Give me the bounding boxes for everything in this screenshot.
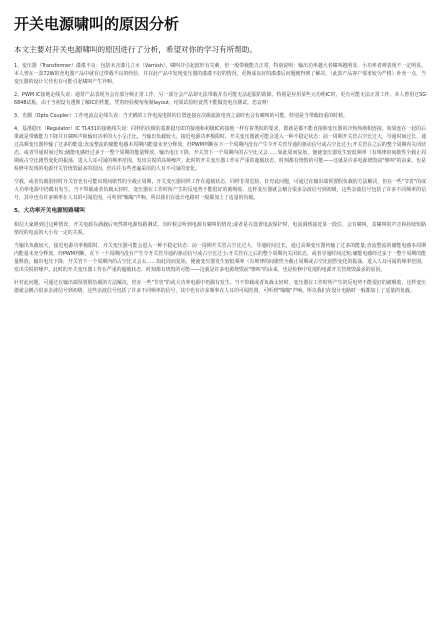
paragraph-8: 针对此问题，可通过在输出端预置假负载的方法解决，但在一些"节省"的或大功率电源中仍偶有发生。当不带载或者负载太轻时，变压器在工作时所产生的反电势不能很好的被吸收，这样变压器就会耦合很多杂波信号到初级，这些杂波信号包括了许多不同频率的信号，其中也有许多频率在人耳的可闻范围，可听到"嗡嗡"声响。所以我们在设计电路时一般都加上了适量的负载。 [14, 280, 426, 294]
paragraph-6: 相信大家遇到过这种情况，开关电源在满载后突然将电源短路测试，有时候会听到电源有啸叫的情况;或者是在设置电流保护时，电流调到接近某一段位，会有啸叫，其啸叫的声音和持续短路情况的电流的大小有一定的关系。 [14, 222, 426, 236]
paragraph-1: 1、变压器（Transformer）漆漆不良：包括未含漆几立水（Varnish），啸叫并引起波形有尖刺，但一般带载能力正常，特别说明：输出功率越大者啸叫越明显，小功率者则表现不一定明显。本人曾在一款72W的充电器产品中就有过带载不良的经验，并在此产品中发现变压器的漆漆不好的情况，更换成良好的漆漆后问题便得到了解决。（此款产品客户要求较为严格）补充一点，当变压器的设计欠佳也有可能引起啸叫产生异响。 [14, 63, 426, 85]
paragraph-5: 空载，或者负载很轻时开关管也有可能出现间歇性的全载止周期，开关变压器同样工作在超载状态，同样非常危险。针对此问题，可通过在输出端预置假负载的方法解决，但在一些"节省"的或大功率电源中仍偶有发生，当不带载或者负载太轻时，变压器在工作时所产生的反电势不能很好的被吸收，这样变压器就会耦合很多杂波信号到初级，这些杂波信号包括了许多不同频率的信号，其中也有许多频率在人耳的可闻范围，可听到"嗡嗡"声响。所以我们在设计电路时一般都加上了适量的负载。 [14, 179, 426, 201]
paragraph-4: 4、基准稳压（Regulator）IC TL431的接地线失误：同样的次级的基准稳压IC的接地和初级IC的接地一样有着类似的要求，即就是都不能直接和变压器的冷热热地相连接。如果连在一起的后果就是带载能力下降并且啸叫声和输出功率的大小呈正比。当输出负载较大，接近电源功率极限时，开关变压器就可能会进入一种不稳定状态：前一周期开关管占空比过大，导通时间过长，通过高频变压器传输了过多的能量;直流整流的储能电感本周期内能量未充分释放，经PWM判断在下一个周期内没有产生令开关管导通的驱动信号或占空比过小;开关管在之后的整个周期内关闭状态，或者导通时间过短;储能电感经过多于一整个周期的能量释放，输出电压下降，开关管下一个周期内的占空比又会……如此周而复始，便使变压器发生较低频率（有规律的间歇性全载止周期或占空比剧烈变化的振荡，进入人耳可闻的频率范围，发出尖锐的高频噪声。此时的开关变压器工作在严重的超载状态，时刻都有烧毁的可能——这就是许多电源烧毁前"惨叫"的由来，也是检修中发现的电源开关管烧毁最多的原因，但往往有些普遍采用的人耳不可闻的变化。 [14, 126, 426, 172]
page-title: 开关电源啸叫的原因分析 [14, 15, 180, 33]
paragraph-3: 3、光耦（Opto Coupler）工作电流点走线失误：当光耦的工作电流电阻的位置连接在次级滤波电容之前时也会有啸叫的可能，特别是当带载较重的时候。 [14, 113, 348, 119]
paragraph-2: 2、PWM IC接地走线失误：通常产品表现为会有部分频正常工作，另一部分会产品却无法带载并有可能无法起振的故障，特别是应用某些元功耗IC时，更有可能无法正常工作。本人曾用过SG6848试板，由于当初设有透彻了解IC的性能，凭着经验便匆匆制layout，结果试验时竟然不能做宽电压测试。悲哀呀！ [14, 92, 426, 106]
section-heading: 5、大功率开关电源短路啸叫 [14, 208, 86, 214]
paragraph-7: 当输出负载较大，接近电源功率极限时，开关变压器可能会进入一种不稳定状态：前一周期开关管占空比过大，导通时间过长，通过高频变压器传输了过多的能量;直流整流的储能电感本周期内能量未充分释放，经PWM判断，在下一个周期内没有产生令开关管导通的驱动信号或占空比过小;开关管在之后的整个周期内关闭状态，或者导通时间过短;储能电感经过多于一整个周期的能量释放，输出电压下降，开关管下一个周期内的占空比又会太……如此周而复始，便使变压器发生较低频率（有规律的间歇性全截止周期或占空比剧烈变化的振荡，进入人耳可闻的频率范围，发出尖锐的噪声。此时的开关变压器工作在严重的超载状态，时刻都有烧毁的可能——这就是许多电源烧毁前"惨叫"的由来，也是检修中发现的电源开关管烧毁最多的原因。 [14, 243, 426, 273]
intro-paragraph: 本文主要对开关电源啸叫的原因进行了分析，希望对你的学习有所帮助。 [14, 45, 257, 54]
article-body [14, 44, 426, 618]
